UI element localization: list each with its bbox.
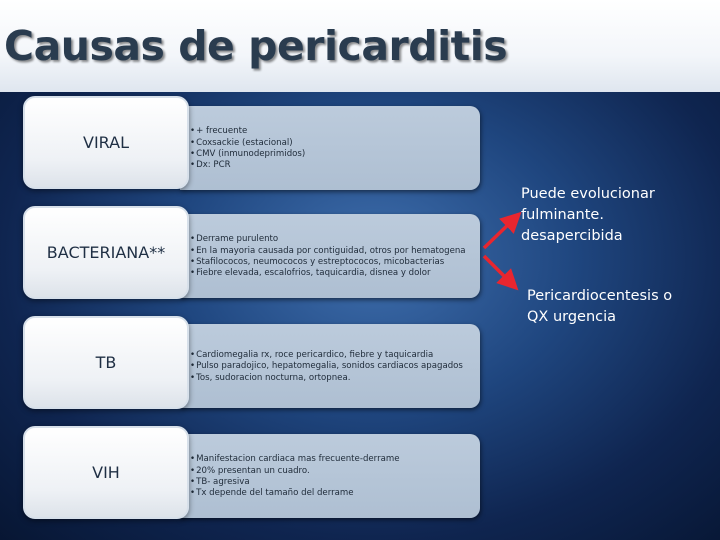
category-label: BACTERIANA** <box>46 243 166 262</box>
category-box-bacteriana <box>23 206 189 299</box>
detail-list-vih <box>190 454 472 500</box>
detail-item: • Pulso paradojico, hepatomegalia, sonidos cardiacos apagados <box>190 361 472 372</box>
note-line: Puede evolucionar <box>521 186 655 202</box>
detail-list-viral <box>190 126 472 172</box>
detail-item: • Dx: PCR <box>190 160 472 171</box>
title-band <box>0 0 720 92</box>
category-label: VIRAL <box>83 133 129 152</box>
note-upper <box>521 184 655 247</box>
detail-box-viral <box>180 106 480 190</box>
note-line: Pericardiocentesis o <box>527 288 673 304</box>
category-box-viral <box>23 96 189 189</box>
detail-box-vih <box>180 434 480 518</box>
detail-box-tb <box>180 324 480 408</box>
detail-item: • CMV (inmunodeprimidos) <box>190 149 472 160</box>
category-label: TB <box>95 353 117 372</box>
category-box-vih <box>23 426 189 519</box>
note-line: QX urgencia <box>527 309 617 325</box>
note-line: desapercibida <box>521 228 623 244</box>
arrow-down-icon <box>484 256 511 283</box>
slide-title: Causas de pericarditis <box>4 22 508 70</box>
detail-item: • Tx depende del tamaño del derrame <box>190 488 472 499</box>
detail-item: • Coxsackie (estacional) <box>190 138 472 149</box>
detail-item: • Tos, sudoracion nocturna, ortopnea. <box>190 373 472 384</box>
detail-item: • 20% presentan un cuadro. <box>190 466 472 477</box>
note-line: fulminante. <box>521 207 604 223</box>
detail-item: • En la mayoria causada por contiguidad, otros por hematogena <box>190 246 472 257</box>
detail-list-bacteriana <box>190 234 472 280</box>
detail-item: • + frecuente <box>190 126 472 137</box>
detail-item: • Manifestacion cardiaca mas frecuente-derrame <box>190 454 472 465</box>
detail-item: • Stafilococos, neumococos y estreptococos, micobacterias <box>190 257 472 268</box>
note-lower <box>527 286 672 328</box>
detail-list-tb <box>190 350 472 384</box>
category-label: VIH <box>92 463 120 482</box>
detail-item: • Derrame purulento <box>190 234 472 245</box>
detail-item: • Fiebre elevada, escalofrios, taquicardia, disnea y dolor <box>190 268 472 279</box>
arrow-up-icon <box>484 219 514 248</box>
category-box-tb <box>23 316 189 409</box>
detail-item: • Cardiomegalia rx, roce pericardico, fiebre y taquicardia <box>190 350 472 361</box>
detail-item: • TB- agresiva <box>190 477 472 488</box>
detail-box-bacteriana <box>180 214 480 298</box>
